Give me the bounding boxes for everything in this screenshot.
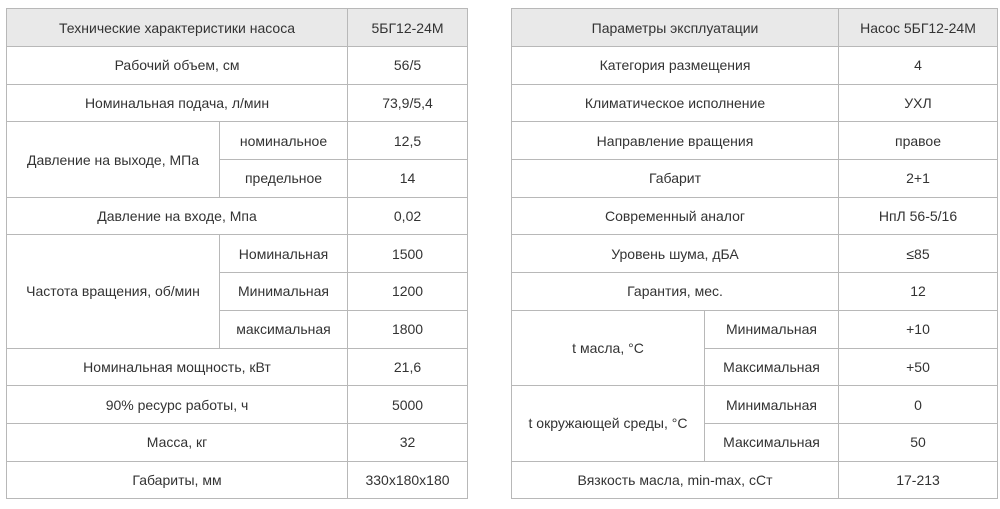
row-value: НпЛ 56-5/16 (839, 197, 998, 235)
table-row (7, 461, 468, 499)
row-value: 0,02 (348, 197, 468, 235)
row-value: 73,9/5,4 (348, 84, 468, 122)
table-header: 5БГ12-24М (348, 9, 468, 47)
table-row (7, 122, 468, 160)
table-row (7, 423, 468, 461)
table-row (512, 386, 998, 424)
row-value: 1200 (348, 273, 468, 311)
table-row (512, 197, 998, 235)
row-label: Частота вращения, об/мин (7, 235, 220, 348)
row-value: +10 (839, 310, 998, 348)
row-value: 0 (839, 386, 998, 424)
row-value: +50 (839, 348, 998, 386)
row-value: 14 (348, 160, 468, 198)
row-sublabel: Минимальная (705, 386, 839, 424)
row-label: Номинальная подача, л/мин (7, 84, 348, 122)
row-label: Уровень шума, дБА (512, 235, 839, 273)
row-value: 56/5 (348, 47, 468, 85)
table-row (512, 160, 998, 198)
row-label: 90% ресурс работы, ч (7, 386, 348, 424)
row-label: t окружающей среды, °С (512, 386, 705, 461)
row-label: t масла, °С (512, 310, 705, 385)
row-value: ≤85 (839, 235, 998, 273)
row-sublabel: Номинальная (220, 235, 348, 273)
table-row (7, 386, 468, 424)
row-label: Вязкость масла, min-max, сСт (512, 461, 839, 499)
row-label: Давление на выходе, МПа (7, 122, 220, 197)
row-label: Габариты, мм (7, 461, 348, 499)
row-value: 17-213 (839, 461, 998, 499)
table-header: Технические характеристики насоса (7, 9, 348, 47)
row-label: Современный аналог (512, 197, 839, 235)
row-value: 50 (839, 423, 998, 461)
row-label: Номинальная мощность, кВт (7, 348, 348, 386)
row-value: УХЛ (839, 84, 998, 122)
row-sublabel: Максимальная (705, 348, 839, 386)
table-row (7, 47, 468, 85)
row-label: Давление на входе, Мпа (7, 197, 348, 235)
row-label: Масса, кг (7, 423, 348, 461)
row-value: 21,6 (348, 348, 468, 386)
table-header: Насос 5БГ12-24М (839, 9, 998, 47)
table-row (512, 47, 998, 85)
table-row (7, 235, 468, 273)
table-row (7, 197, 468, 235)
table-row (512, 461, 998, 499)
row-sublabel: номинальное (220, 122, 348, 160)
row-sublabel: предельное (220, 160, 348, 198)
row-value: правое (839, 122, 998, 160)
row-label: Категория размещения (512, 47, 839, 85)
table-row (512, 310, 998, 348)
row-value: 1500 (348, 235, 468, 273)
row-sublabel: максимальная (220, 310, 348, 348)
row-value: 1800 (348, 310, 468, 348)
pump-specs-table (6, 8, 468, 499)
row-value: 330x180x180 (348, 461, 468, 499)
table-row (7, 84, 468, 122)
row-label: Климатическое исполнение (512, 84, 839, 122)
row-label: Рабочий объем, см (7, 47, 348, 85)
table-header: Параметры эксплуатации (512, 9, 839, 47)
table-row (512, 273, 998, 311)
table-row (7, 348, 468, 386)
row-value: 12 (839, 273, 998, 311)
table-row (512, 122, 998, 160)
table-row (512, 84, 998, 122)
row-value: 12,5 (348, 122, 468, 160)
row-sublabel: Минимальная (705, 310, 839, 348)
row-value: 2+1 (839, 160, 998, 198)
row-value: 32 (348, 423, 468, 461)
row-label: Габарит (512, 160, 839, 198)
row-sublabel: Минимальная (220, 273, 348, 311)
row-value: 5000 (348, 386, 468, 424)
operation-params-table (511, 8, 998, 499)
row-label: Направление вращения (512, 122, 839, 160)
row-value: 4 (839, 47, 998, 85)
row-sublabel: Максимальная (705, 423, 839, 461)
table-row (512, 235, 998, 273)
row-label: Гарантия, мес. (512, 273, 839, 311)
